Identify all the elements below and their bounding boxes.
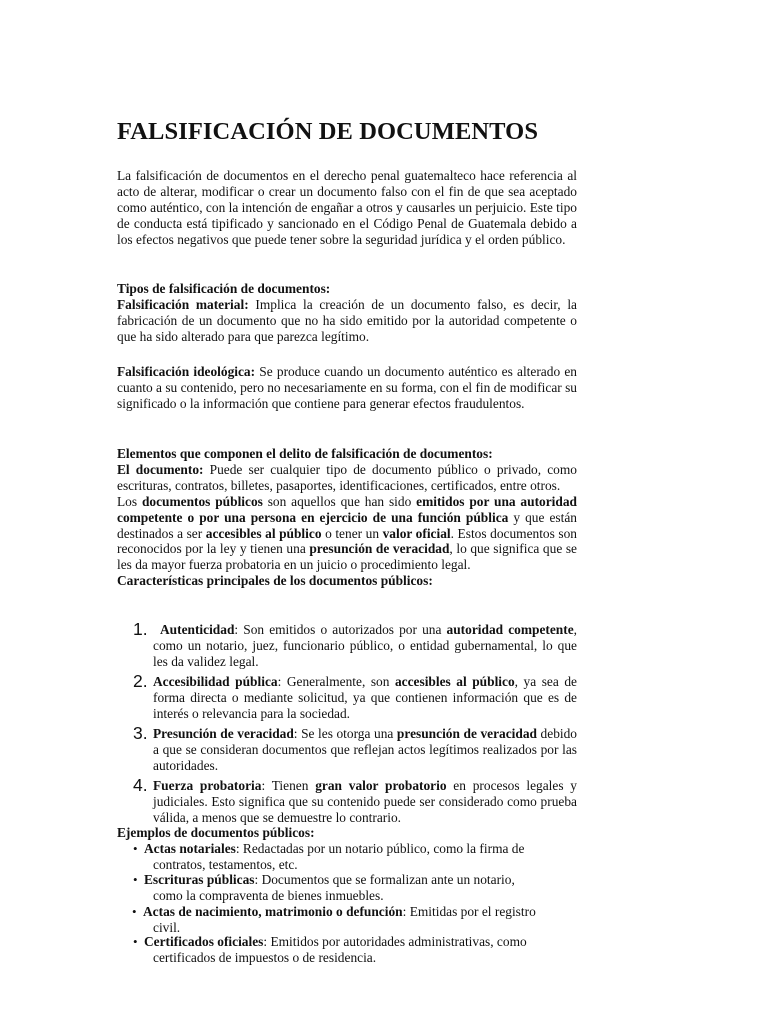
item-text <box>153 674 577 722</box>
item-bold-2: gran valor probatorio <box>315 778 447 793</box>
examples-heading: Ejemplos de documentos públicos: <box>117 825 315 840</box>
public-docs-text-1: Los <box>117 493 142 509</box>
item-label: Actas de nacimiento, matrimonio o defunción <box>143 904 403 919</box>
elements-heading: Elementos que componen el delito de falsificación de documentos: <box>117 446 493 461</box>
item-line-1: : Emitidas por el registro <box>402 904 536 919</box>
public-docs-bold-2: emitidos por una autoridad competente o por una persona en ejercicio de una función pública <box>117 493 577 525</box>
item-text <box>144 841 577 873</box>
item-line-2: contratos, testamentos, etc. <box>153 856 298 872</box>
document-label: El documento: <box>117 461 204 477</box>
item-text <box>153 726 577 774</box>
item-text-1: : Se les otorga una <box>293 726 397 741</box>
document-title: FALSIFICACIÓN DE DOCUMENTOS <box>117 118 539 145</box>
public-docs-text-6: , lo que significa que se les da mayor fuerza probatoria en un juicio o procedimiento legal. <box>117 541 577 573</box>
ideologica-text: Se produce cuando un documento auténtico es alterado en cuanto a su contenido, pero no necesariamente en su forma, con el fin de modificar su significado o la información que contiene para generar efectos fraudulentos. <box>117 364 577 411</box>
item-text <box>153 622 577 670</box>
material-text: Implica la creación de un documento falso, es decir, la fabricación de un documento que no ha sido emitido por la autoridad competente o que ha sido alterado para que parezca legítimo. <box>117 296 577 344</box>
characteristics-heading: Características principales de los documentos públicos: <box>117 573 433 589</box>
item-text-2: , ya sea de forma directa o mediante solicitud, ya que contienen información que es de interés o relevancia para la sociedad. <box>153 674 577 721</box>
item-line-2: certificados de impuestos o de residencia. <box>153 949 377 965</box>
public-docs-text-4: o tener un <box>321 525 383 541</box>
item-bold-1: Presunción de veracidad <box>153 726 294 741</box>
item-bold-2: autoridad competente <box>446 622 574 637</box>
item-text <box>144 934 577 966</box>
item-line-2: civil. <box>153 919 181 935</box>
public-docs-bold-3: accesibles al público <box>205 525 322 541</box>
ideologica-label: Falsificación ideológica: <box>117 364 256 379</box>
item-label: Certificados oficiales <box>144 934 264 949</box>
types-heading: Tipos de falsificación de documentos: <box>117 281 331 296</box>
public-docs-text-5: . Estos documentos son reconocidos por la ley y tienen una <box>117 525 577 557</box>
bullet-icon: • <box>132 904 137 919</box>
elements-section <box>117 446 577 589</box>
item-text <box>144 872 577 904</box>
bullet-icon: • <box>133 841 138 856</box>
item-bold-2: accesibles al público <box>394 674 515 689</box>
item-label: Actas notariales <box>144 841 236 856</box>
material-label: Falsificación material: <box>117 296 249 312</box>
item-bold-2: presunción de veracidad <box>396 726 537 741</box>
item-number: 2. <box>133 671 148 691</box>
item-bold-1: Accesibilidad pública <box>153 674 278 689</box>
item-text <box>153 778 577 826</box>
item-line-1: : Documentos que se formalizan ante un notario, <box>254 872 515 887</box>
ideologica-paragraph <box>117 364 577 412</box>
examples-heading-wrap <box>117 825 577 841</box>
item-line-1: : Redactadas por un notario público, como la firma de <box>235 841 525 856</box>
item-number: 4. <box>133 775 148 795</box>
item-number: 3. <box>133 723 148 743</box>
item-text <box>143 904 576 936</box>
public-docs-text-2: son aquellos que han sido <box>262 493 417 509</box>
intro-paragraph: La falsificación de documentos en el derecho penal guatemalteco hace referencia al acto de alterar, modificar o crear un documento falso con el fin de que sea aceptado como auténtico, con la intención de engañar a otros y causarles un perjuicio. Este tipo de conducta está tipificado y sancionado en el Código Penal de Guatemala debido a los efectos negativos que puede tener sobre la seguridad jurídica y el orden público. <box>117 168 577 247</box>
public-docs-bold-1: documentos públicos <box>141 493 263 509</box>
item-text-2: en procesos legales y judiciales. Esto significa que su contenido puede ser considerado como prueba válida, a menos que se demuestre lo contrario. <box>153 778 578 825</box>
item-text-1: : Tienen <box>261 778 316 793</box>
public-docs-bold-5: presunción de veracidad <box>309 541 450 557</box>
bullet-icon: • <box>133 872 138 887</box>
item-text-2: , como un notario, juez, funcionario público, o entidad gubernamental, lo que les da validez legal. <box>153 622 577 669</box>
document-text: Puede ser cualquier tipo de documento público o privado, como escrituras, contratos, billetes, pasaportes, identificaciones, certificados, entre otros. <box>117 461 577 493</box>
item-label: Escrituras públicas <box>144 872 255 887</box>
item-number: 1. <box>133 619 148 639</box>
item-text-1: : Generalmente, son <box>277 674 395 689</box>
item-line-1: : Emitidos por autoridades administrativas, como <box>263 934 527 949</box>
types-section <box>117 281 577 345</box>
public-docs-bold-4: valor oficial <box>382 525 451 541</box>
item-text-1: : Son emitidos o autorizados por una <box>234 622 447 637</box>
item-bold-1: Autenticidad <box>160 622 235 637</box>
bullet-icon: • <box>133 934 138 949</box>
public-docs-text-3: y que están destinados a ser <box>117 509 577 541</box>
item-text-2: debido a que se consideran documentos que reflejan actos legítimos realizados por las autoridades. <box>153 726 577 773</box>
item-line-2: como la compraventa de bienes inmuebles. <box>153 887 384 903</box>
item-bold-1: Fuerza probatoria <box>153 778 262 793</box>
